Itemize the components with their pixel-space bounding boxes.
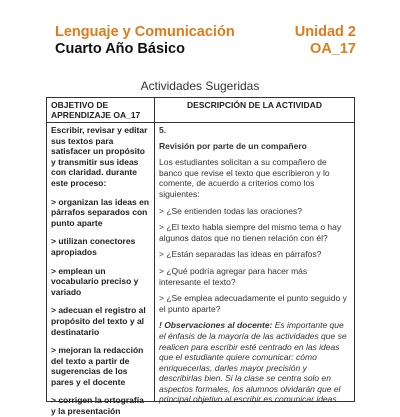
objective-item: > adecuan el registro al propósito del texto y al destinatario [51, 305, 146, 337]
objective-item: > emplean un vocabulario preciso y variado [51, 265, 139, 297]
section-title: Actividades Sugeridas [140, 79, 260, 93]
objective-header: OBJETIVO DE APRENDIZAJE OA_17 [47, 98, 155, 123]
observation-label: ! Observaciones al docente: [159, 320, 273, 331]
activities-table [46, 97, 355, 417]
header-right [295, 24, 356, 57]
criterion-item: > ¿El texto habla siempre del mismo tema o hay algunos datos que no tienen relación con él? [159, 222, 342, 243]
activity-intro: Los estudiantes solicitan a su compañero de banco que revise el texto que escribieron y lo comente, de acuerdo a criterios como los siguientes: [159, 157, 330, 199]
table-header-row [47, 98, 355, 123]
observation-text: Es importante que el énfasis de la mayoría de las actividades que se realicen para escribir esté centrado en las ideas que el estudiante quiere comunicar: cómo enriquecerlas, darles mayor precisión y describirlas bien. Si la clase se centra solo en aspectos formales, los alumnos olvidarán que el principal objetivo al escribir es comunicar ideas. [159, 320, 347, 405]
grade-title: Cuarto Año Básico [55, 41, 185, 57]
criterion-item: > ¿Se entienden todas las oraciones? [159, 205, 302, 216]
subject-title: Lenguaje y Comunicación [55, 24, 235, 40]
activity-number: 5. [159, 125, 167, 135]
criterion-item: > ¿Qué podría agregar para hacer más interesante el texto? [159, 265, 308, 287]
objective-item: > mejoran la redacción del texto a partir de sugerencias de los pares y el docente [51, 345, 144, 387]
objective-item: Escribir, revisar y editar sus textos para satisfacer un propósito y transmitir sus ideas con claridad. durante este proceso: [51, 125, 148, 188]
objective-item: > utilizan conectores apropiados [51, 236, 136, 257]
activity-title: Revisión por parte de un compañero [159, 140, 307, 151]
unit-label: Unidad 2 [294, 24, 356, 40]
objective-item: > organizan las ideas en párrafos separados con punto aparte [51, 196, 150, 228]
criterion-item: > ¿Se emplea adecuadamente el punto seguido y el punto aparte? [159, 293, 347, 314]
oa-label: OA_17 [310, 41, 356, 57]
criterion-item: > ¿Están separadas las ideas en párrafos? [159, 249, 322, 260]
table-row [47, 123, 355, 402]
description-header: DESCRIPCIÓN DE LA ACTIVIDAD [155, 98, 355, 123]
objectives-cell [47, 123, 155, 417]
header-left [55, 24, 235, 57]
activity-cell [155, 123, 355, 405]
objective-item: > corrigen la ortografía y la presentación [51, 395, 144, 417]
teacher-observation [159, 320, 350, 405]
